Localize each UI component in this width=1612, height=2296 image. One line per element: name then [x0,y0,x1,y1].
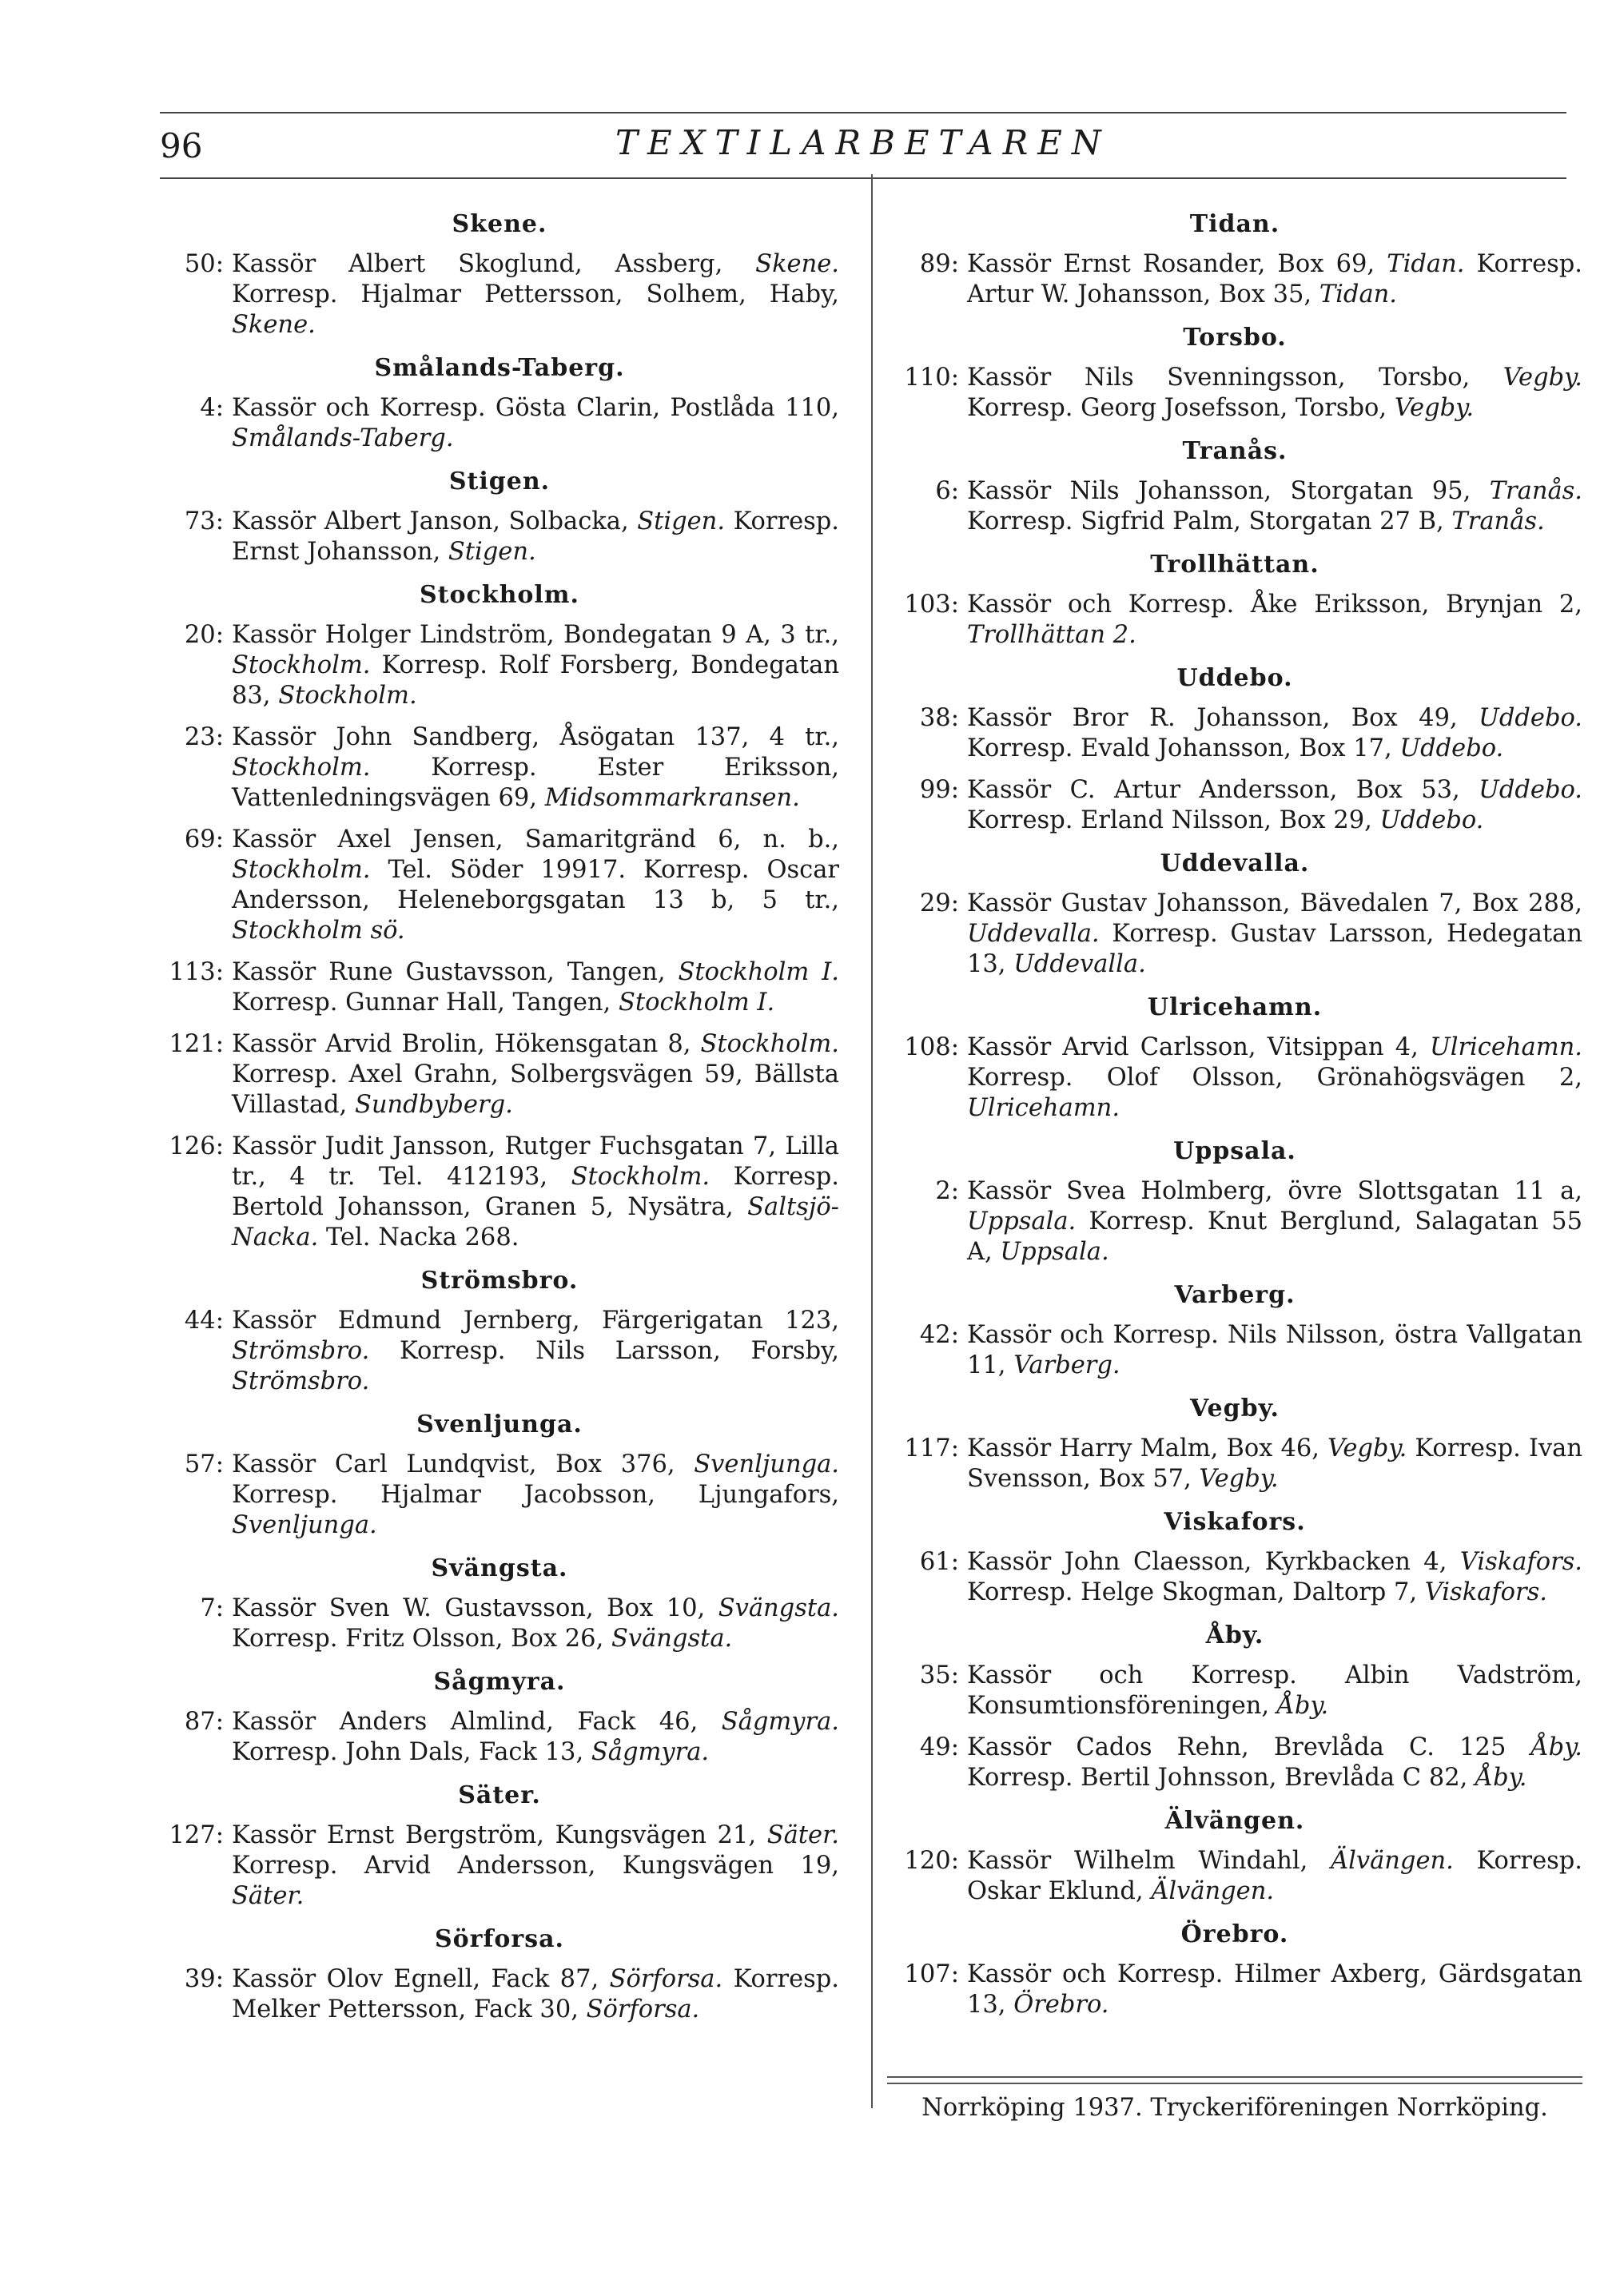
place-heading: Örebro. [1180,1920,1289,1948]
branch-contact-text [232,1132,839,1253]
place-name: Sörforsa. [609,1965,723,1993]
place-name: Stockholm sö. [232,917,405,945]
contact-text: Korresp. Rolf Forsberg, Bondegatan 83, [232,651,839,710]
branch-contact-text [967,1320,1582,1381]
branch-number: 108: [904,1033,959,1061]
contact-text: Korresp. Sigfrid Palm, Storgatan 27 B, [967,507,1452,535]
place-name: Stockholm I. [618,989,775,1017]
branch-contact-text [232,957,839,1018]
contact-text: Kassör Cados Rehn, Brevlåda C. 125 [967,1733,1531,1761]
place-section [887,1394,1582,1494]
branch-entry [160,1964,839,2025]
branch-number: 99: [919,776,959,804]
place-heading: Uddevalla. [1160,850,1310,877]
branch-entry [160,1820,839,1912]
place-name: Stockholm I. [678,958,839,986]
place-heading: Ulricehamn. [1147,993,1323,1021]
branch-entry [887,1960,1582,2020]
branch-entry [887,775,1582,836]
contact-text: Kassör C. Artur Andersson, Box 53, [967,776,1479,804]
branch-number: 35: [919,1661,959,1689]
place-name: Strömsbro. [232,1367,370,1395]
place-heading: Säter. [458,1781,541,1809]
branch-number: 110: [904,364,959,392]
branch-contact-text [967,703,1582,764]
branch-entry [160,1450,839,1541]
place-name: Saltsjö-Nacka. [232,1193,839,1251]
contact-text: Korresp. Georg Josefsson, Torsbo, [967,394,1395,422]
branch-number: 73: [184,507,224,535]
place-name: Sågmyra. [721,1708,839,1736]
place-name: Stockholm. [232,651,371,679]
contact-text: Kassör Edmund Jernberg, Färgerigatan 123, [232,1307,839,1335]
column-divider [871,174,873,2108]
branch-number: 57: [184,1450,224,1478]
branch-contact-text [967,1846,1582,1907]
branch-entry [160,957,839,1018]
place-heading: Varberg. [1174,1281,1296,1309]
place-name: Uddevalla. [1013,950,1146,978]
place-heading: Trollhättan. [1150,551,1319,579]
place-section [887,849,1582,980]
place-name: Skene. [232,311,316,339]
branch-number: 6: [935,477,959,505]
place-name: Stockholm. [700,1030,839,1058]
imprint: Norrköping 1937. Tryckeriföreningen Norrköping. [921,2094,1548,2122]
contact-text: Kassör Nils Johansson, Storgatan 95, [967,477,1490,505]
contact-text: Kassör Sven W. Gustavsson, Box 10, [232,1594,718,1622]
place-section [160,1924,839,2025]
place-name: Svängsta. [718,1594,839,1622]
place-name: Trollhättan 2. [967,621,1136,649]
place-section [160,353,839,454]
branch-number: 23: [184,723,224,751]
contact-text: Korresp. Bertold Johansson, Granen 5, Nysätra, [232,1163,839,1221]
contact-text: Kassör Wilhelm Windahl, [967,1847,1331,1875]
branch-number: 38: [919,704,959,732]
contact-text: Korresp. Ernst Johansson, [232,507,839,566]
contact-text: Kassör Holger Lindström, Bondegatan 9 A, 3 tr., [232,621,839,649]
place-name: Uppsala. [967,1208,1077,1236]
branch-number: 20: [184,621,224,649]
branch-entry [887,1733,1582,1793]
place-name: Vegby. [1327,1435,1407,1462]
place-name: Uddebo. [1379,806,1484,834]
branch-contact-text [232,507,839,567]
contact-text: Kassör Olov Egnell, Fack 87, [232,1965,610,1993]
place-section [887,1920,1582,2020]
branch-entry [887,1434,1582,1494]
footer [887,2076,1582,2122]
place-section [160,580,839,1253]
branch-contact-text [967,363,1582,424]
branch-contact-text [232,1029,839,1120]
place-name: Viskafors. [1424,1578,1547,1606]
left-column [160,198,839,2038]
branch-entry [160,249,839,340]
branch-entry [887,1033,1582,1124]
place-name: Svenljunga. [694,1450,839,1478]
contact-text: Kassör Arvid Carlsson, Vitsippan 4, [967,1033,1430,1061]
branch-contact-text [967,1547,1582,1608]
branch-entry [887,1547,1582,1608]
branch-contact-text [232,1594,839,1654]
place-name: Vegby. [1394,394,1475,422]
branch-entry [160,393,839,454]
place-name: Svenljunga. [232,1511,377,1539]
place-heading: Älvängen. [1164,1807,1305,1835]
place-heading: Sågmyra. [433,1668,566,1696]
page-header [160,112,1566,184]
contact-text: Kassör Bror R. Johansson, Box 49, [967,704,1479,732]
contact-text: Kassör och Korresp. Hilmer Axberg, Gärdsgatan 13, [967,1960,1582,2019]
contact-text: Kassör Gustav Johansson, Bävedalen 7, Box 288, [967,889,1582,917]
page-number: 96 [160,126,203,165]
place-section [887,550,1582,651]
place-name: Uddebo. [1479,776,1582,804]
branch-entry [160,1594,839,1654]
place-name: Åby. [1530,1733,1582,1761]
branch-number: 61: [919,1548,959,1576]
branch-number: 121: [169,1030,224,1058]
place-name: Skene. [755,250,839,278]
contact-text: Korresp. Nils Larsson, Forsby, [369,1337,839,1365]
place-heading: Tranås. [1182,437,1288,465]
contact-text: Korresp. Axel Grahn, Solbergsvägen 59, Bällsta Villastad, [232,1060,839,1119]
branch-entry [887,1320,1582,1381]
place-name: Uppsala. [1000,1238,1109,1266]
branch-entry [887,249,1582,310]
contact-text: Kassör Ernst Bergström, Kungsvägen 21, [232,1821,767,1849]
place-name: Stockholm. [232,754,371,782]
place-name: Stigen. [637,507,726,535]
branch-contact-text [232,1450,839,1541]
place-section [887,1507,1582,1608]
place-section [887,1280,1582,1381]
branch-contact-text [967,1176,1582,1267]
place-section [887,1806,1582,1907]
place-section [160,1266,839,1397]
contact-text: Kassör John Claesson, Kyrkbacken 4, [967,1548,1460,1576]
place-section [887,663,1582,836]
contact-text: Kassör Svea Holmberg, övre Slottsgatan 11 a, [967,1177,1582,1205]
contact-text: Korresp. Fritz Olsson, Box 26, [232,1625,611,1653]
branch-contact-text [967,1033,1582,1124]
contact-text: Kassör och Korresp. Nils Nilsson, östra Vallgatan 11, [967,1321,1582,1379]
contact-text: Korresp. Bertil Johnsson, Brevlåda C 82, [967,1764,1476,1792]
branch-number: 113: [169,958,224,986]
branch-entry [887,1846,1582,1907]
branch-number: 49: [919,1733,959,1761]
branch-entry [160,507,839,567]
place-name: Tidan. [1319,281,1397,308]
place-name: Uddevalla. [967,920,1100,948]
contact-text: Korresp. Hjalmar Pettersson, Solhem, Haby, [232,281,839,308]
place-name: Sörforsa. [586,1996,700,2023]
branch-contact-text [232,1820,839,1912]
place-heading: Åby. [1205,1622,1264,1649]
contact-text: Kassör John Sandberg, Åsögatan 137, 4 tr., [232,723,839,751]
place-section [887,436,1582,537]
branch-number: 107: [904,1960,959,1988]
branch-number: 2: [935,1177,959,1205]
branch-number: 44: [184,1307,224,1335]
place-name: Uddebo. [1399,734,1504,762]
contact-text: Korresp. Oskar Eklund, [967,1847,1582,1905]
place-heading: Uddebo. [1176,664,1293,692]
contact-text: Kassör och Korresp. Åke Eriksson, Brynjan 2, [967,591,1582,619]
contact-text: Korresp. Olof Olsson, Grönahögsvägen 2, [967,1064,1582,1092]
contact-text: Kassör Carl Lundqvist, Box 376, [232,1450,695,1478]
place-section [887,1621,1582,1793]
branch-entry [887,363,1582,424]
contact-text: Korresp. Ivan Svensson, Box 57, [967,1435,1583,1493]
contact-text: Korresp. Melker Pettersson, Fack 30, [232,1965,839,2023]
branch-contact-text [967,1733,1582,1793]
branch-contact-text [232,1964,839,2025]
place-name: Säter. [232,1882,304,1910]
branch-number: 89: [919,250,959,278]
branch-entry [160,1306,839,1397]
branch-number: 69: [184,826,224,854]
contact-text: Kassör Nils Svenningsson, Torsbo, [967,364,1503,392]
place-name: Varberg. [1013,1351,1120,1379]
contact-text: Korresp. Evald Johansson, Box 17, [967,734,1400,762]
place-section [160,1554,839,1654]
place-heading: Svängsta. [431,1554,568,1582]
branch-contact-text [967,476,1582,537]
branch-number: 120: [904,1847,959,1875]
place-name: Viskafors. [1459,1548,1582,1576]
place-section [887,323,1582,424]
branch-number: 127: [169,1821,224,1849]
contact-text: Kassör Albert Janson, Solbacka, [232,507,638,535]
contact-text: Kassör Axel Jensen, Samaritgränd 6, n. b., [232,826,839,854]
place-heading: Strömsbro. [420,1267,579,1295]
contact-text: Korresp. Gunnar Hall, Tangen, [232,989,619,1017]
place-section [887,209,1582,310]
branch-number: 103: [904,591,959,619]
place-name: Tranås. [1489,477,1582,505]
place-name: Stigen. [448,538,536,566]
place-section [160,1410,839,1541]
place-name: Stockholm. [571,1163,710,1191]
place-heading: Skene. [452,210,547,238]
place-name: Midsommarkransen. [544,784,800,812]
branch-entry [160,722,839,814]
branch-entry [160,620,839,711]
branch-entry [887,476,1582,537]
place-name: Älvängen. [1331,1847,1454,1875]
place-name: Tidan. [1387,250,1465,278]
place-name: Smålands-Taberg. [232,424,454,452]
contact-text: Korresp. John Dals, Fack 13, [232,1738,591,1766]
contact-text: Kassör Ernst Rosander, Box 69, [967,250,1387,278]
contact-text: Tel. Söder 19917. Korresp. Oscar Andersson, Heleneborgsgatan 13 b, 5 tr., [232,856,839,914]
contact-text: Korresp. Hjalmar Jacobsson, Ljungafors, [232,1481,839,1509]
place-name: Svängsta. [611,1625,733,1653]
footer-rule [887,2083,1582,2084]
branch-entry [887,703,1582,764]
branch-contact-text [967,889,1582,980]
place-heading: Stigen. [448,468,551,495]
branch-entry [160,1029,839,1120]
place-name: Uddebo. [1479,704,1582,732]
place-name: Vegby. [1503,364,1582,392]
footer-rule [887,2076,1582,2078]
branch-contact-text [232,1306,839,1397]
branch-entry [160,1132,839,1253]
branch-number: 42: [919,1321,959,1349]
branch-contact-text [232,722,839,814]
place-name: Åby. [1475,1764,1527,1792]
contact-text: Kassör Rune Gustavsson, Tangen, [232,958,679,986]
header-rule-top [160,112,1566,113]
contact-text: Kassör Judit Jansson, Rutger Fuchsgatan 7, Lilla tr., 4 tr. Tel. 412193, [232,1132,839,1191]
contact-text: Korresp. Artur W. Johansson, Box 35, [967,250,1583,308]
contact-text: Kassör Albert Skoglund, Assberg, [232,250,756,278]
place-name: Säter. [766,1821,839,1849]
contact-text: Kassör Anders Almlind, Fack 46, [232,1708,722,1736]
branch-contact-text [232,825,839,946]
branch-contact-text [232,393,839,454]
branch-number: 117: [904,1435,959,1462]
branch-contact-text [967,1434,1582,1494]
contact-text: Korresp. Erland Nilsson, Box 29, [967,806,1380,834]
place-heading: Svenljunga. [416,1411,583,1438]
branch-entry [160,825,839,946]
place-section [160,467,839,567]
place-name: Örebro. [1013,1991,1109,2019]
place-heading: Torsbo. [1183,324,1287,352]
branch-number: 126: [169,1132,224,1160]
branch-number: 4: [200,394,224,422]
branch-number: 50: [184,250,224,278]
header-rule-bottom [160,177,1566,179]
place-name: Strömsbro. [232,1337,370,1365]
place-heading: Sörforsa. [435,1925,564,1953]
place-heading: Uppsala. [1173,1137,1296,1165]
branch-contact-text [232,1707,839,1768]
place-section [160,209,839,340]
place-name: Åby. [1276,1692,1329,1720]
place-name: Stockholm. [278,682,417,710]
branch-entry [887,889,1582,980]
place-heading: Viskafors. [1164,1508,1306,1536]
contact-text: Kassör och Korresp. Albin Vadström, Konsumtionsföreningen, [967,1661,1582,1720]
right-column [887,198,1582,2033]
place-name: Sundbyberg. [354,1091,513,1119]
contact-text: Korresp. Arvid Andersson, Kungsvägen 19, [232,1852,839,1880]
contact-text: Kassör Harry Malm, Box 46, [967,1435,1328,1462]
contact-text: Tel. Nacka 268. [318,1224,519,1251]
branch-entry [887,1661,1582,1721]
contact-text: Korresp. Gustav Larsson, Hedegatan 13, [967,920,1582,978]
place-name: Ulricehamn. [1429,1033,1582,1061]
branch-contact-text [967,590,1582,651]
place-name: Tranås. [1451,507,1545,535]
branch-number: 29: [919,889,959,917]
place-section [887,993,1582,1124]
running-title: TEXTILARBETAREN [615,123,1111,162]
place-heading: Vegby. [1190,1395,1280,1423]
contact-text: Korresp. Helge Skogman, Daltorp 7, [967,1578,1425,1606]
place-heading: Stockholm. [420,581,579,609]
branch-contact-text [232,249,839,340]
branch-entry [887,590,1582,651]
branch-entry [160,1707,839,1768]
place-name: Sågmyra. [591,1738,710,1766]
branch-number: 39: [184,1965,224,1993]
place-section [160,1781,839,1912]
branch-number: 7: [200,1594,224,1622]
contact-text: Kassör Arvid Brolin, Hökensgatan 8, [232,1030,701,1058]
place-heading: Tidan. [1189,210,1280,238]
place-section [887,1136,1582,1267]
branch-contact-text [967,249,1582,310]
place-heading: Smålands-Taberg. [374,354,625,382]
place-name: Älvängen. [1151,1877,1275,1905]
contact-text: Korresp. Knut Berglund, Salagatan 55 A, [967,1208,1582,1266]
branch-contact-text [967,1960,1582,2020]
place-name: Stockholm. [232,856,371,884]
place-name: Ulricehamn. [967,1094,1120,1122]
branch-contact-text [232,620,839,711]
place-name: Vegby. [1199,1465,1279,1493]
branch-contact-text [967,775,1582,836]
branch-contact-text [967,1661,1582,1721]
branch-entry [887,1176,1582,1267]
contact-text: Kassör och Korresp. Gösta Clarin, Postlåda 110, [232,394,839,422]
branch-number: 87: [184,1708,224,1736]
place-section [160,1667,839,1768]
contact-text: Korresp. Ester Eriksson, Vattenledningsvägen 69, [232,754,839,812]
